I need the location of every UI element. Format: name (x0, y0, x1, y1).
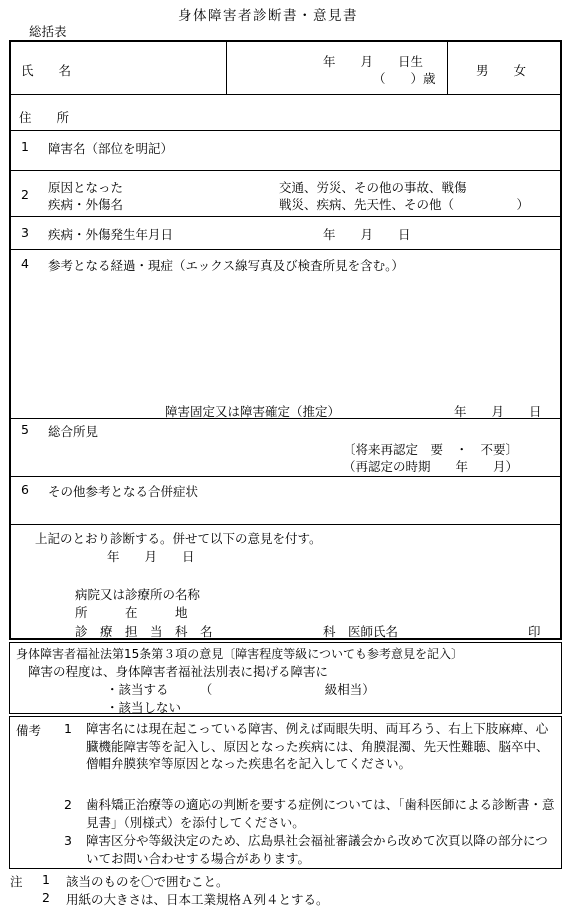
item5-label: 総合所見 (48, 424, 99, 439)
item4-fixed-label: 障害固定又は障害確定（推定） (165, 404, 341, 419)
item4-label: 参考となる経過・現症（エックス線写真及び検査所見を含む。） (48, 258, 404, 273)
seal-mark: 印 (528, 624, 541, 639)
item6-label: その他参考となる合併症状 (48, 484, 199, 499)
item2-number: 2 (21, 187, 29, 202)
notes-label: 注 (10, 874, 23, 889)
item3-date: 年 月 日 (323, 227, 411, 242)
birth-date: 年 月 日生 (323, 54, 424, 69)
opinion-title: 身体障害者福祉法第15条第３項の意見〔障害程度等級についても参考意見を記入〕 (16, 647, 464, 661)
diagnosis-date: 年 月 日 (107, 549, 195, 564)
note2-text: 用紙の大きさは、日本工業規格Ａ列４とする。 (66, 892, 329, 907)
reexam-required: 〔将来再認定 要 ・ 不要〕 (343, 442, 519, 457)
remark1-text: 障害名には現在起こっている障害、例えば両眼失明、両耳ろう、右上下肢麻痺、心臓機能障害等を記入し、原因となった疾病には、角膜混濁、先天性難聴、脳卒中、僧帽弁膜狭窄等原因となった疾患名を記入してください。 (86, 721, 549, 771)
reexam-period: （再認定の時期 年 月） (343, 459, 519, 474)
note2-number: 2 (42, 890, 50, 905)
item2-label-line1: 原因となった (48, 180, 124, 195)
opinion-not-applicable: ・該当しない (106, 700, 182, 715)
item2-options-line1: 交通、労災、その他の事故、戦傷 (279, 180, 467, 195)
item2-options-line2: 戦災、疾病、先天性、その他（ ） (279, 197, 530, 212)
item3-label: 疾病・外傷発生年月日 (48, 227, 174, 242)
document-title: 身体障害者診断書・意見書 (178, 8, 358, 24)
item5-number: 5 (21, 422, 29, 437)
remarks-section (9, 716, 562, 869)
remark1-number: 1 (64, 721, 72, 736)
note1-text: 該当のものを〇で囲むこと。 (66, 874, 229, 889)
remarks-label: 備考 (16, 723, 42, 738)
remark3-text: 障害区分や等級決定のため、広島県社会福祉審議会から改めて次頁以降の部分についてお問い合わせする場合があります。 (86, 833, 548, 866)
table-caption: 総括表 (29, 24, 67, 39)
age: （ ）歳 (373, 71, 436, 86)
opinion-applicable: ・該当する （ 級相当） (106, 682, 375, 697)
remark3-number: 3 (64, 833, 72, 848)
hospital-location-label: 所 在 地 (75, 605, 188, 620)
main-table (9, 40, 562, 640)
remark2-number: 2 (64, 797, 72, 812)
department-label: 診 療 担 当 科 名 (75, 624, 213, 639)
item6-number: 6 (21, 482, 29, 497)
item1-label: 障害名（部位を明記） (48, 141, 174, 156)
item1-number: 1 (21, 139, 29, 154)
name-label: 氏 名 (21, 63, 72, 78)
sex-options: 男 女 (476, 63, 527, 78)
doctor-name-label: 科 医師氏名 (323, 624, 399, 639)
item4-date: 年 月 日 (454, 404, 542, 419)
item2-label-line2: 疾病・外傷名 (48, 197, 124, 212)
address-label: 住 所 (19, 110, 70, 125)
item3-number: 3 (21, 225, 29, 240)
diagnosis-statement: 上記のとおり診断する。併せて以下の意見を付す。 (35, 531, 322, 546)
opinion-degree: 障害の程度は、身体障害者福祉法別表に掲げる障害に (28, 664, 329, 679)
note1-number: 1 (42, 872, 50, 887)
opinion-section (9, 642, 562, 714)
hospital-name-label: 病院又は診療所の名称 (75, 587, 201, 602)
remark2-text: 歯科矯正治療等の適応の判断を要する症例については、「歯科医師による診断書・意見書」（別様式）を添付してください。 (86, 797, 555, 830)
item4-number: 4 (21, 256, 29, 271)
